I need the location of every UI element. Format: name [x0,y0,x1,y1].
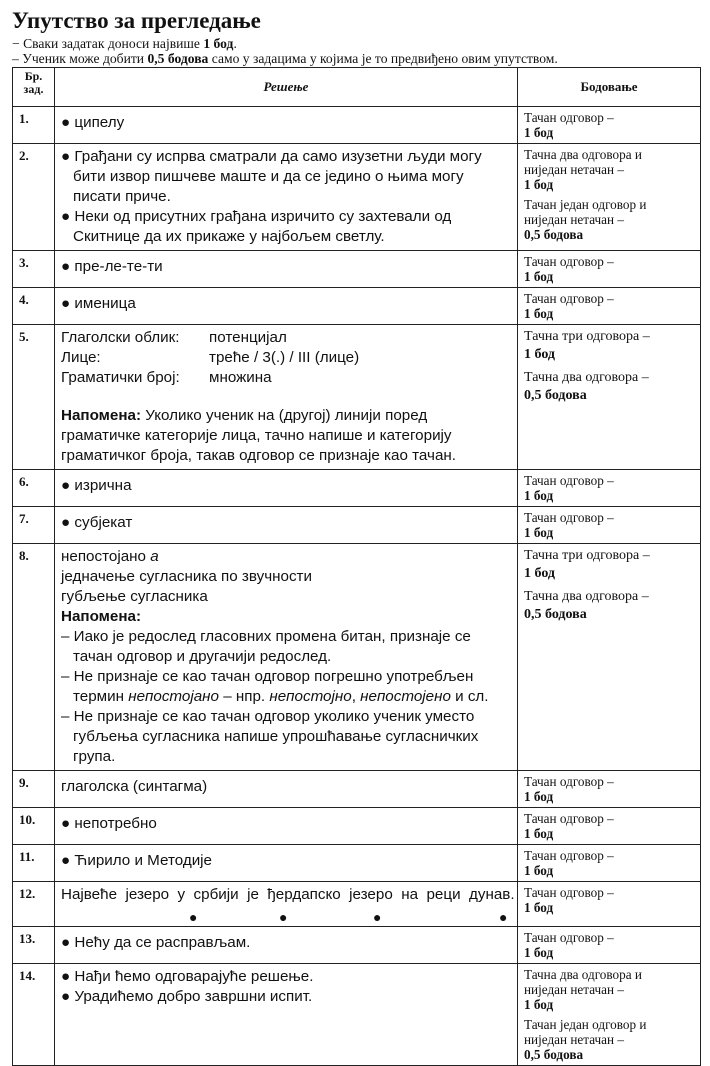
points-value: 1 бод [524,863,554,878]
solution-line: ● Нећу да се расправљам. [61,934,251,951]
correction-dot: ● [373,909,382,925]
points-text: Тачна три одговора – [524,329,650,344]
note-text: и сл. [450,688,489,705]
task-points [518,470,701,507]
table-header [13,68,701,107]
page [12,8,700,1066]
points-value: 1 бод [524,306,554,321]
points-text: ниједан нетачан – [524,162,624,177]
solution-line: бити извор пишчеве маште и да се једино о њима могу [73,168,464,185]
solution-line: ● Нађи ћемо одговарајуће решење. [61,968,314,985]
solution-text: непостојано [61,548,151,565]
points-value: 1 бод [524,525,554,540]
rule-half-points [12,51,700,66]
note-text: тачан одговор и другачији редослед. [73,648,332,665]
points-text: Тачан један одговор и [524,197,647,212]
task-solution [55,927,518,964]
points-value: 1 бод [524,177,554,192]
grammar-row [61,368,511,388]
note-text: граматичког броја, такав одговор се признаје као тачан. [61,447,457,464]
points-text: Тачна два одговора и [524,147,642,162]
table-row [13,882,701,927]
points-text: Тачан одговор – [524,848,614,863]
note-text [61,687,511,707]
note-text: губљења сугласника напише упрошћавање сугласничких [73,728,479,745]
points-value: 0,5 бодова [524,227,584,242]
task-number: 13. [13,927,55,964]
rule-bold: 0,5 бодова [147,51,209,66]
grammar-value: треће / 3(.) / III (лице) [209,349,360,366]
table-row [13,808,701,845]
points-text: Тачан један одговор и [524,1017,647,1032]
solution-line: Скитнице да их прикаже у најбољем светлу. [73,228,385,245]
page-title: Упутство за прегледање [12,8,261,33]
points-value: 1 бод [524,347,555,362]
solution-line: ● изрична [61,477,132,494]
task-number: 7. [13,507,55,544]
note-italic: непостојено [360,688,451,705]
grammar-row [61,328,511,348]
points-value: 1 бод [524,488,554,503]
points-value: 1 бод [524,789,554,804]
note-text: – Иако је редослед гласовних промена битан, признаје се [61,628,471,645]
solution-line [61,547,511,567]
points-text: Тачан одговор – [524,110,614,125]
note-text: , [351,688,361,705]
task-number: 14. [13,964,55,1066]
correction-marks [61,905,511,923]
task-number: 3. [13,251,55,288]
solution-line: губљење сугласника [61,588,208,605]
task-points [518,288,701,325]
solution-line: ● субјекат [61,514,133,531]
points-value: 1 бод [524,269,554,284]
points-value: 1 бод [524,566,555,581]
task-points [518,927,701,964]
task-solution [55,144,518,251]
task-number: 5. [13,325,55,470]
solution-line: писати приче. [73,188,171,205]
task-number: 11. [13,845,55,882]
grammar-value: множина [209,369,272,386]
points-value: 0,5 бодова [524,607,587,622]
note-text: граматичке категорије лица, тачно напише и категорију [61,427,452,444]
table-row [13,845,701,882]
points-text: Тачна два одговора и [524,967,642,982]
task-number: 4. [13,288,55,325]
solution-line: ● Ћирило и Методије [61,852,213,869]
task-solution [55,325,518,470]
table-row [13,507,701,544]
task-points [518,845,701,882]
rule-bold: 1 бод [203,36,234,51]
solution-sentence: Највеће језеро у србији је ђердапско језеро на реци дунав. [61,886,515,903]
table-row [13,144,701,251]
points-text: Тачан одговор – [524,774,614,789]
points-text: Тачна два одговора – [524,370,649,385]
solution-line: ● непотребно [61,815,157,832]
grammar-value: потенцијал [209,329,287,346]
table-row [13,107,701,144]
note-text: група. [73,748,116,765]
points-text: Тачан одговор – [524,254,614,269]
task-solution [55,544,518,771]
correction-dot: ● [189,909,198,925]
correction-dot: ● [499,909,508,925]
points-text: Тачан одговор – [524,510,614,525]
points-text: Тачан одговор – [524,291,614,306]
task-solution [55,251,518,288]
points-value: 1 бод [524,125,554,140]
task-points [518,325,701,470]
points-text: Тачна три одговора – [524,548,650,563]
header-num-line: Бр. [24,69,43,83]
task-points [518,771,701,808]
table-row [13,964,701,1066]
task-solution [55,771,518,808]
task-points [518,107,701,144]
rule-text: . [233,36,237,51]
solution-italic: а [150,548,159,565]
task-number: 8. [13,544,55,771]
task-points [518,144,701,251]
grammar-label: Граматички број: [61,369,180,386]
task-solution [55,507,518,544]
task-solution [55,470,518,507]
points-value: 1 бод [524,997,554,1012]
grammar-label: Лице: [61,349,101,366]
solution-line: ● пре-ле-те-ти [61,258,163,275]
task-points [518,251,701,288]
task-solution [55,107,518,144]
table-row [13,927,701,964]
points-text: Тачан одговор – [524,930,614,945]
note-text: Уколико ученик на (другој) линији поред [141,407,428,424]
solution-line: једначење сугласника по звучности [61,568,312,585]
table-row [13,771,701,808]
task-points [518,544,701,771]
rule-text: само у задацима у којима је то предвиђено овим упутством. [208,51,558,66]
note-italic: непостојно [269,688,352,705]
points-text: Тачан одговор – [524,811,614,826]
points-value: 1 бод [524,826,554,841]
note-text: – Не признаје се као тачан одговор уколико ученик уместо [61,708,475,725]
task-points [518,882,701,927]
points-text: ниједан нетачан – [524,982,624,997]
rule-text: − Сваки задатак доноси највише [12,36,204,51]
points-value: 1 бод [524,900,554,915]
note-italic: непостојано [128,688,219,705]
task-number: 10. [13,808,55,845]
task-solution [55,808,518,845]
points-text: Тачна два одговора – [524,589,649,604]
task-number: 12. [13,882,55,927]
table-row [13,470,701,507]
table-row [13,325,701,470]
task-solution [55,882,518,927]
task-solution [55,288,518,325]
task-solution [55,845,518,882]
solution-line: ● Урадићемо добро завршни испит. [61,988,313,1005]
note-text: термин [73,688,129,705]
header-solution: Решење [55,68,518,107]
correction-dot: ● [279,909,288,925]
points-text: ниједан нетачан – [524,212,624,227]
grading-table [12,67,701,1066]
rule-text: – Ученик може добити [12,51,148,66]
points-value: 1 бод [524,945,554,960]
rule-max-points [12,36,700,51]
header-num-line: зад. [23,82,44,96]
table-row [13,251,701,288]
grammar-label: Глаголски облик: [61,329,180,346]
points-value: 0,5 бодова [524,1047,584,1062]
grammar-row [61,348,511,368]
solution-line: ● Грађани су испрва сматрали да само изузетни људи могу [61,148,482,165]
task-number: 2. [13,144,55,251]
points-text: ниједан нетачан – [524,1032,624,1047]
task-points [518,964,701,1066]
points-text: Тачан одговор – [524,473,614,488]
points-text: Тачан одговор – [524,885,614,900]
table-row [13,544,701,771]
note-label: Напомена: [61,608,142,625]
task-number: 6. [13,470,55,507]
note-text: – Не признаје се као тачан одговор погрешно употребљен [61,668,474,685]
task-solution [55,964,518,1066]
note-label: Напомена: [61,407,142,424]
task-points [518,507,701,544]
solution-line: ● именица [61,295,136,312]
solution-line: ● Неки од присутних грађана изричито су захтевали од [61,208,452,225]
note-text: – нпр. [218,688,270,705]
task-number: 9. [13,771,55,808]
header-num [13,68,55,107]
table-row [13,288,701,325]
note [61,406,511,426]
task-number: 1. [13,107,55,144]
header-points: Бодовање [518,68,701,107]
task-points [518,808,701,845]
points-value: 0,5 бодова [524,388,587,403]
solution-line: глаголска (синтагма) [61,778,208,795]
solution-line: ● ципелу [61,114,125,131]
